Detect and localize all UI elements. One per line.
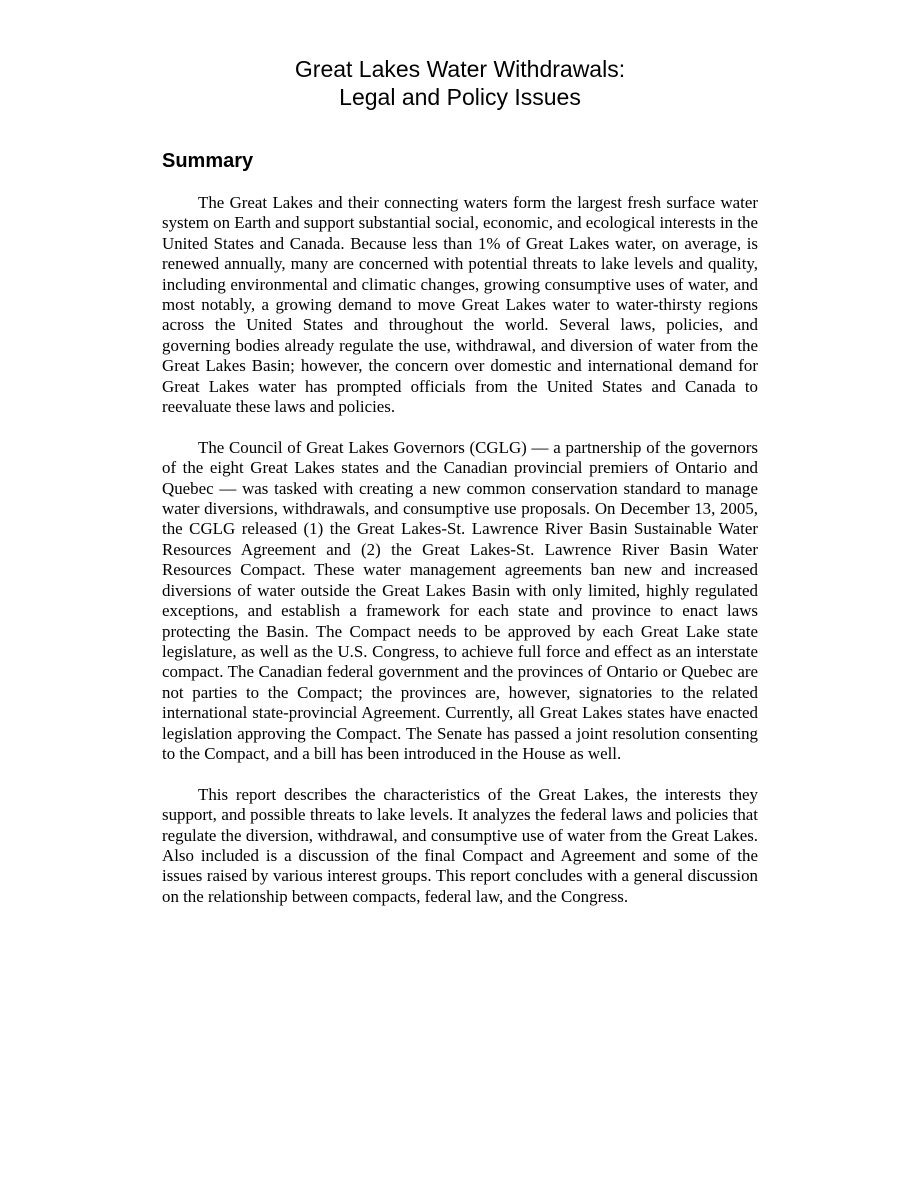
summary-paragraph-3: This report describes the characteristics of the Great Lakes, the interests they support, and possible threats to lake levels. It analyzes the federal laws and policies that regulate the diversion, withdrawal, and consumptive use of water from the Great Lakes. Also included is a discussion of the final Compact and Agreement and some of the issues raised by various interest groups. This report concludes with a general discussion on the relationship between compacts, federal law, and the Congress.	[162, 784, 758, 906]
title-line-1: Great Lakes Water Withdrawals:	[294, 56, 626, 82]
summary-heading: Summary	[162, 150, 254, 172]
summary-body	[162, 193, 758, 928]
summary-paragraph-1: The Great Lakes and their connecting waters form the largest fresh surface water system on Earth and support substantial social, economic, and ecological interests in the United States and Canada. Because less than 1% of Great Lakes water, on average, is renewed annually, many are concerned with potential threats to lake levels and quality, including environmental and climatic changes, growing consumptive uses of water, and most notably, a growing demand to move Great Lakes water to water-thirsty regions across the United States and throughout the world. Several laws, policies, and governing bodies already regulate the use, withdrawal, and diversion of water from the Great Lakes Basin; however, the concern over domestic and international demand for Great Lakes water has prompted officials from the United States and Canada to reevaluate these laws and policies.	[162, 193, 758, 417]
document-title	[162, 55, 758, 111]
summary-paragraph-2: The Council of Great Lakes Governors (CGLG) — a partnership of the governors of the eight Great Lakes states and the Canadian provincial premiers of Ontario and Quebec — was tasked with creating a new common conservation standard to manage water diversions, withdrawals, and consumptive use proposals. On December 13, 2005, the CGLG released (1) the Great Lakes-St. Lawrence River Basin Sustainable Water Resources Agreement and (2) the Great Lakes-St. Lawrence River Basin Water Resources Compact. These water management agreements ban new and increased diversions of water outside the Great Lakes Basin with only limited, highly regulated exceptions, and establish a framework for each state and province to enact laws protecting the Basin. The Compact needs to be approved by each Great Lake state legislature, as well as the U.S. Congress, to achieve full force and effect as an interstate compact. The Canadian federal government and the provinces of Ontario or Quebec are not parties to the Compact; the provinces are, however, signatories to the related international state-provincial Agreement. Currently, all Great Lakes states have enacted legislation approving the Compact. The Senate has passed a joint resolution consenting to the Compact, and a bill has been introduced in the House as well.	[162, 437, 758, 763]
title-line-2: Legal and Policy Issues	[339, 84, 581, 110]
